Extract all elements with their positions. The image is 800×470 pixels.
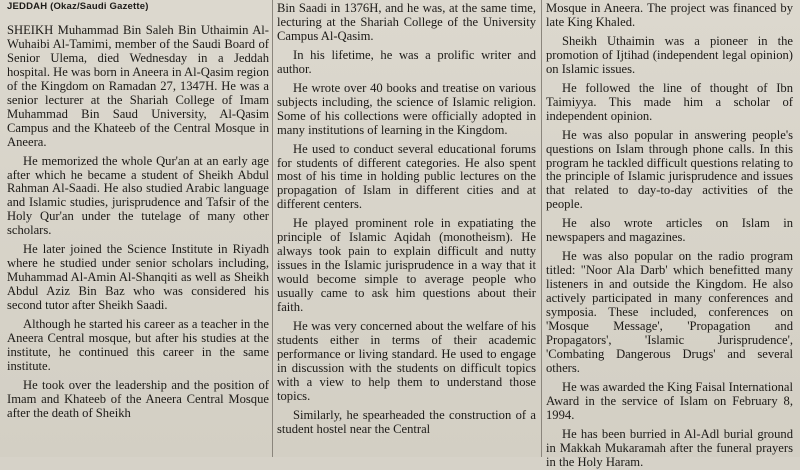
paragraph: He memorized the whole Qur'an at an early age after which he became a student of Sheikh Abdul Rahman Al-Saadi. He also studied Arabic language and Islamic studies, jurisprudence and Tafsir of the Holy Qur'an under the tutelage of many other scholars. [7,153,269,238]
article-column-2 [277,2,536,457]
article-column-1 [7,24,269,457]
paragraph: He was very concerned about the welfare of his students either in terms of their academic performance or living standard. He used to engage in discussion with the students on difficult topics with a view to help them to understand those topics. [277,319,536,403]
column-rule [272,0,273,457]
paragraph: He was also popular on the radio program titled: "Noor Ala Darb' which benefitted many listeners in and outside the Kingdom. He also actively participated in many conferences and symposia. These included, conferences on 'Mosque Message', 'Propagation and Propagators', 'Islamic Jurisprudence', 'Combating Dangerous Drugs' and several others. [546,249,793,375]
paragraph: SHEIKH Muhammad Bin Saleh Bin Uthaimin Al-Wuhaibi Al-Tamimi, member of the Saudi Board of Senior Ulema, died Wednesday in a Jeddah hospital. He was born in Aneera in Al-Qasim region of the Kingdom on Ramadan 27, 1347H. He was a senior lecturer at the Shariah College of Imam Muhammad Bin Saud University, Al-Qasim Campus and the Khateeb of the Central Mosque in Aneera. [7,23,269,149]
paragraph: In his lifetime, he was a prolific writer and author. [277,47,536,76]
dateline: JEDDAH (Okaz/Saudi Gazette) [7,1,149,12]
paragraph: He was awarded the King Faisal International Award in the service of Islam on February 8, 1994. [546,379,793,422]
paragraph: He used to conduct several educational forums for students of different categories. He also spent most of his time in holding public lectures on the propagation of Islam in different cities and at different centers. [277,141,536,212]
paragraph: He took over the leadership and the position of Imam and Khateeb of the Aneera Central Mosque after the death of Sheikh [7,377,269,420]
paragraph: Bin Saadi in 1376H, and he was, at the same time, lecturing at the Shariah College of the University Campus Al-Qasim. [277,1,536,43]
paragraph: He followed the line of thought of Ibn Taimiyya. This made him a scholar of independent opinion. [546,80,793,123]
paragraph: Sheikh Uthaimin was a pioneer in the promotion of Ijtihad (independent legal opinion) on Islamic issues. [546,33,793,76]
paragraph: Similarly, he spearheaded the construction of a student hostel near the Central [277,407,536,436]
article-column-3 [546,1,793,469]
paragraph: He later joined the Science Institute in Riyadh where he studied under senior scholars including, Muhammad Al-Amin Al-Shanqiti as well as Sheikh Abdul Aziz Bin Baz who was considered his second tutor after Sheikh Saadi. [7,242,269,313]
paragraph: He has been burried in Al-Adl burial ground in Makkah Mukaramah after the funeral prayers in the Holy Haram. [546,426,793,469]
paragraph: Although he started his career as a teacher in the Aneera Central mosque, but after his studies at the institute, he continued this career in the same institute. [7,317,269,373]
paragraph: He also wrote articles on Islam in newspapers and magazines. [546,216,793,245]
column-rule [541,0,542,457]
paragraph: He played prominent role in expatiating the principle of Islamic Aqidah (monotheism). He always took pain to explain difficult and nutty issues in the Islamic jurisprudence in a way that it would become simple to average people who usually came to ask him questions about their faith. [277,216,536,315]
paragraph: Mosque in Aneera. The project was financed by late King Khaled. [546,1,793,29]
paragraph: He was also popular in answering people's questions on Islam through phone calls. In this program he tackled difficult questions relating to the principle of Islamic jurisprudence and issues that related to day-to-day activities of the people. [546,127,793,212]
paragraph: He wrote over 40 books and treatise on various subjects including, the science of Islamic religion. Some of his collections were officially adopted in many institutions of learning in the Kingdom. [277,80,536,137]
